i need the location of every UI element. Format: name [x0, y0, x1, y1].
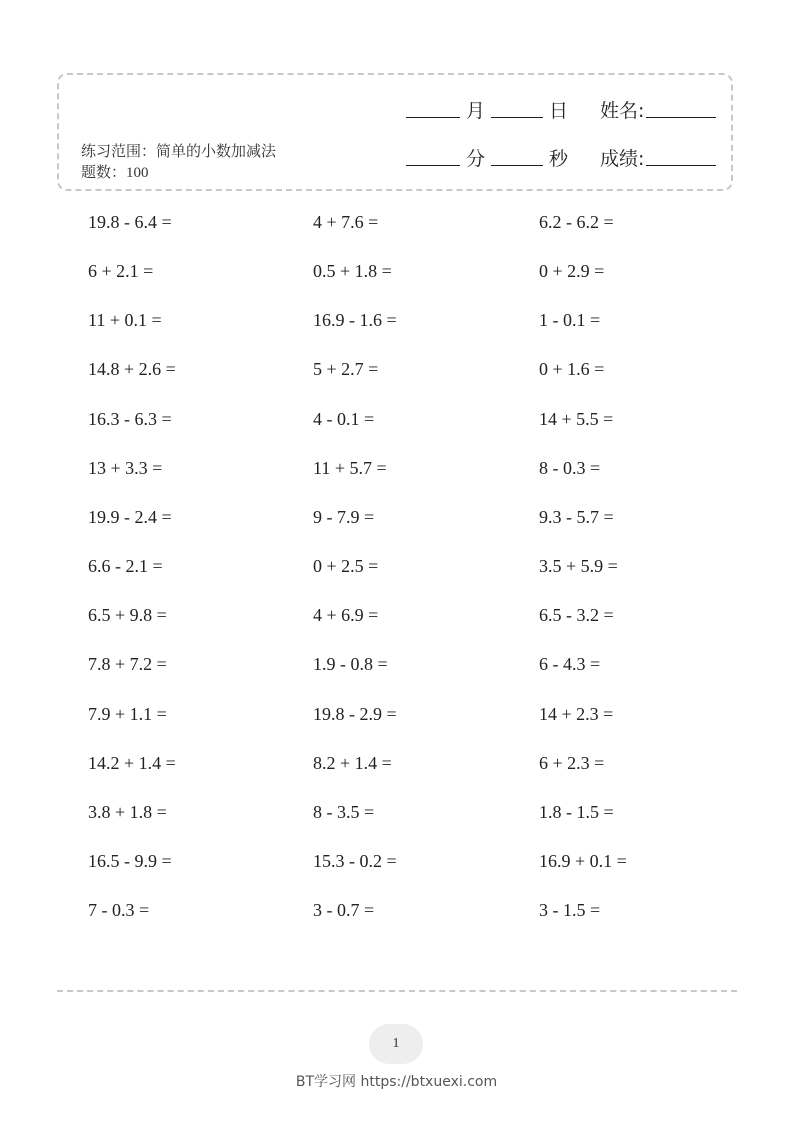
problem-item: 16.5 - 9.9 = [88, 851, 172, 871]
minute-blank[interactable] [406, 165, 460, 166]
second-blank[interactable] [491, 165, 543, 166]
problem-item: 16.9 + 0.1 = [539, 851, 627, 871]
problem-item: 3.8 + 1.8 = [88, 802, 167, 822]
problem-item: 7.9 + 1.1 = [88, 704, 167, 724]
problem-item: 13 + 3.3 = [88, 458, 163, 478]
problem-item: 5 + 2.7 = [313, 359, 379, 379]
problem-item: 6.5 + 9.8 = [88, 605, 167, 625]
page-number: 1 [369, 1024, 423, 1064]
problem-item: 9.3 - 5.7 = [539, 507, 614, 527]
minute-label: 分 [466, 148, 486, 170]
problem-item: 1.9 - 0.8 = [313, 654, 388, 674]
problem-item: 19.9 - 2.4 = [88, 507, 172, 527]
problem-item: 6 - 4.3 = [539, 654, 601, 674]
problem-item: 8 - 3.5 = [313, 802, 375, 822]
problem-item: 11 + 5.7 = [313, 458, 387, 478]
problem-item: 7.8 + 7.2 = [88, 654, 167, 674]
day-blank[interactable] [491, 117, 543, 118]
problem-item: 4 + 6.9 = [313, 605, 379, 625]
problem-item: 9 - 7.9 = [313, 507, 375, 527]
problem-item: 4 - 0.1 = [313, 409, 375, 429]
problem-item: 15.3 - 0.2 = [313, 851, 397, 871]
problem-item: 8.2 + 1.4 = [313, 753, 392, 773]
problem-item: 0.5 + 1.8 = [313, 261, 392, 281]
problem-item: 14 + 5.5 = [539, 409, 614, 429]
worksheet-header [57, 73, 733, 191]
problem-item: 6 + 2.3 = [539, 753, 605, 773]
date-name-row [406, 93, 716, 123]
student-fields [406, 75, 726, 193]
site-footer: BT学习网 https://btxuexi.com [295, 1074, 498, 1090]
time-score-row [406, 141, 716, 171]
problem-item: 0 + 2.9 = [539, 261, 605, 281]
score-blank[interactable] [646, 165, 716, 166]
bottom-divider [57, 990, 737, 992]
problem-item: 16.3 - 6.3 = [88, 409, 172, 429]
problem-item: 6.5 - 3.2 = [539, 605, 614, 625]
problem-item: 3 - 0.7 = [313, 900, 375, 920]
problem-item: 16.9 - 1.6 = [313, 310, 397, 330]
problem-item: 11 + 0.1 = [88, 310, 162, 330]
problem-item: 6.6 - 2.1 = [88, 556, 163, 576]
problem-item: 4 + 7.6 = [313, 212, 379, 232]
problem-item: 19.8 - 6.4 = [88, 212, 172, 232]
problem-item: 3 - 1.5 = [539, 900, 601, 920]
day-label: 日 [549, 100, 569, 122]
count-label: 题数： [81, 163, 127, 181]
name-label: 姓名: [600, 100, 645, 122]
problem-item: 14.8 + 2.6 = [88, 359, 176, 379]
problem-item: 1 - 0.1 = [539, 310, 601, 330]
problem-item: 1.8 - 1.5 = [539, 802, 614, 822]
month-blank[interactable] [406, 117, 460, 118]
problem-item: 3.5 + 5.9 = [539, 556, 618, 576]
problem-item: 14 + 2.3 = [539, 704, 614, 724]
problem-item: 6.2 - 6.2 = [539, 212, 614, 232]
problem-item: 14.2 + 1.4 = [88, 753, 176, 773]
month-label: 月 [466, 100, 486, 122]
problem-item: 7 - 0.3 = [88, 900, 150, 920]
second-label: 秒 [549, 148, 569, 170]
range-label: 练习范围：简单的小数加减法 [81, 142, 277, 160]
practice-range [81, 141, 291, 184]
problem-item: 19.8 - 2.9 = [313, 704, 397, 724]
score-label: 成绩: [600, 148, 645, 170]
problem-item: 8 - 0.3 = [539, 458, 601, 478]
problem-item: 0 + 2.5 = [313, 556, 379, 576]
count-value: 100 [126, 165, 149, 181]
problem-item: 6 + 2.1 = [88, 261, 154, 281]
name-blank[interactable] [646, 117, 716, 118]
problem-item: 0 + 1.6 = [539, 359, 605, 379]
